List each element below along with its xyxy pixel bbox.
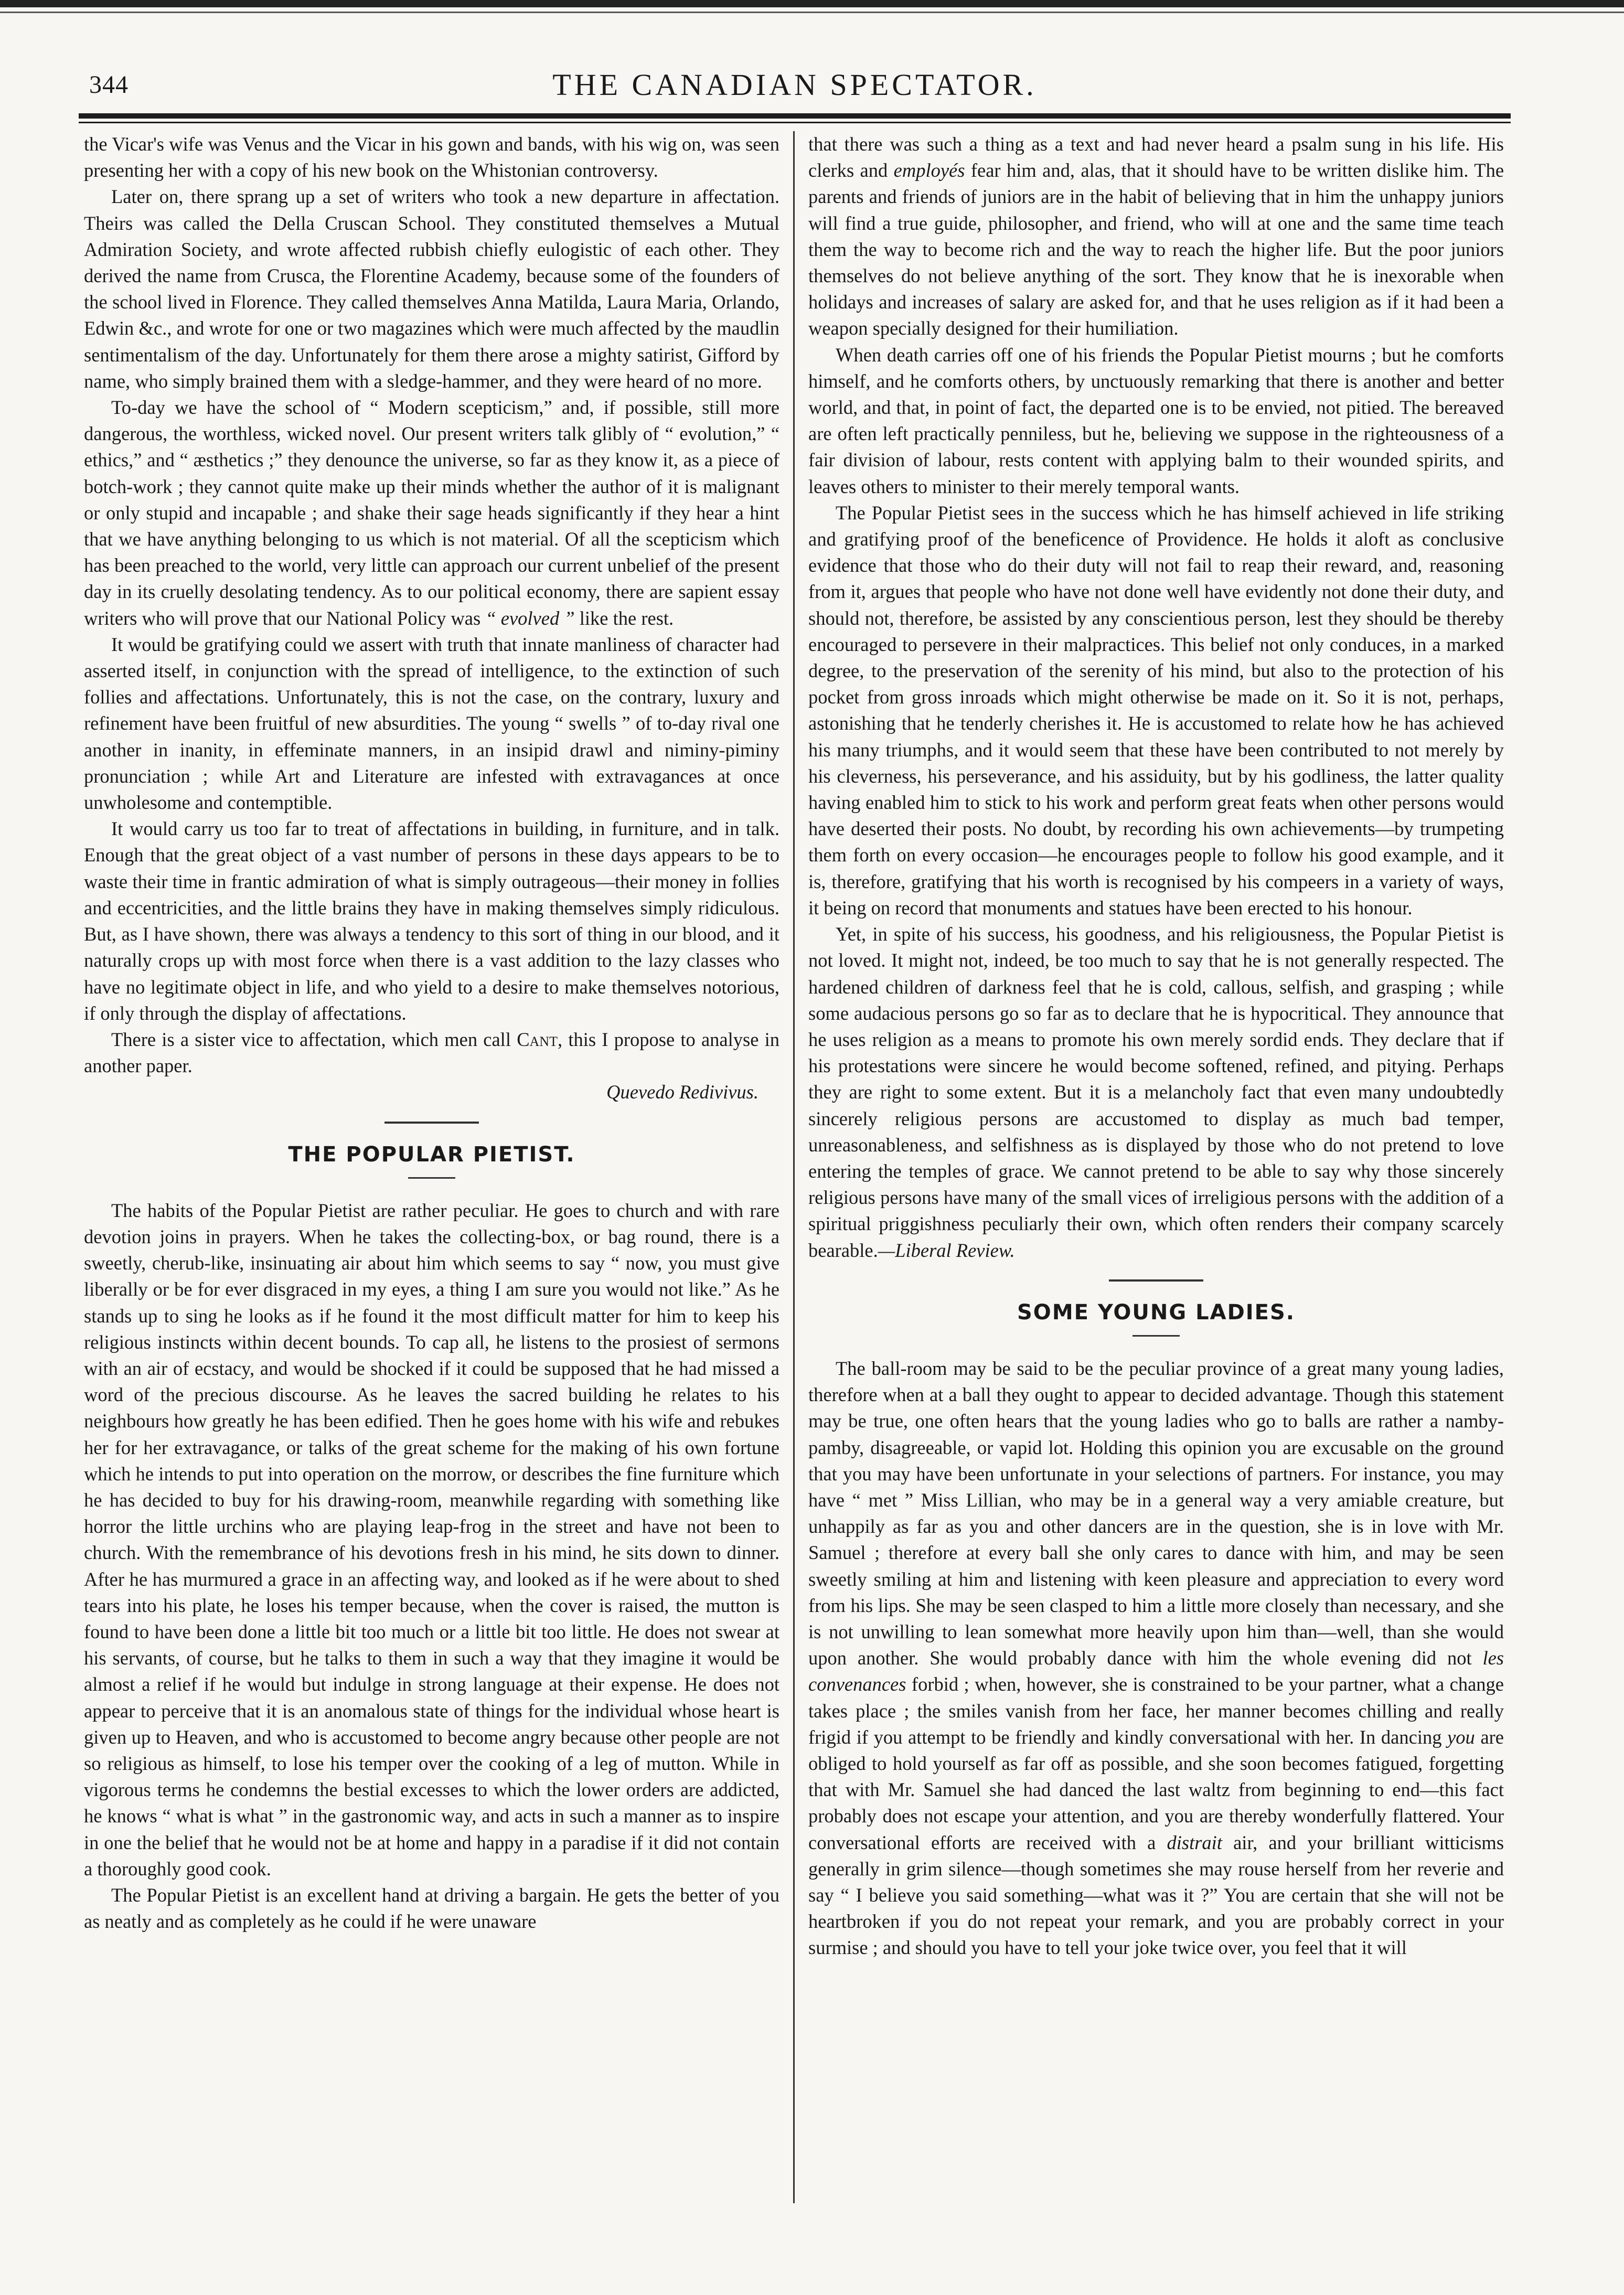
- paragraph: The Popular Pietist is an excellent hand at driving a bargain. He gets the better of you as neatly and as completely as he could if he were unaware: [84, 1884, 779, 1933]
- signature-line: [84, 1079, 779, 1105]
- paragraph: The Popular Pietist sees in the success which he has himself achieved in life striking and gratifying proof of the beneficence of Providence. He holds it aloft as conclusive evidence that those who do their duty will not fail to reap their reward, and, reasoning from it, argues that people who have not done well have evidently not done their duty, and should not, therefore, be assisted by any conscientious person, lest they should be thereby encouraged to persevere in their malpractices. This belief not only conduces, in a marked degree, to the preservation of the serenity of his mind, but also to the protection of his pocket from gross inroads which might otherwise be made on it. So it is not, perhaps, astonishing that he tenderly cherishes it. He is accustomed to relate how he has achieved his many triumphs, and it would seem that these have been contributed to not merely by his cleverness, his perseverance, and his assiduity, but by his godliness, the latter quality having enabled him to stick to his work and perform great feats when other persons would have deserted their posts. No doubt, by recording his own achievements—by trumpeting them forth on every occasion—he encourages people to follow his good example, and it is, therefore, gratifying that his worth is recognised by his compeers in a variety of ways, it being on record that monuments and statues have been erected to his honour.: [808, 501, 1504, 919]
- article-columns: [79, 131, 1511, 2203]
- employes-word: employés: [893, 159, 965, 182]
- right-column: [801, 131, 1509, 2203]
- top-border-rule-thin: [0, 12, 1624, 13]
- distrait-word: distrait: [1167, 1831, 1222, 1853]
- paragraph-text: air, and your brilliant witticisms generally in grim silence—though sometimes she may rouse herself from her reverie and say “ I believe you said something—what was it ?” You are certain that she will not be heartbroken if you do not repeat your remark, and you are probably correct in your surmise ; and should you have to tell your joke twice over, you feel that it will: [808, 1831, 1504, 1959]
- page-number: 344: [89, 71, 129, 99]
- paragraph-text: Yet, in spite of his success, his goodness, and his religiousness, the Popular Pietist is not loved. It might not, indeed, be too much to say that he is not generally respected. The hardened children of darkness feel that he is cold, callous, selfish, and grasping ; while some audacious persons go so far as to declare that he is hypocritical. They announce that he uses religion as a means to promote his own merely sordid ends. They declare that if his protestations were sincere he would become softened, refined, and pitying. Perhaps they are right to some extent. But it is a melancholy fact that even many undoubtedly sincerely religious persons are accustomed to display as much bad temper, unreasonableness, and selfishness as is displayed by those who do not pretend to love entering the temples of grace. We cannot pretend to be able to say why those sincerely religious persons have many of the small vices of irreligious persons with the addition of a spiritual priggishness peculiarly their own, which often renders their company scarcely bearable.: [808, 923, 1504, 1261]
- heading-rule: [1132, 1335, 1180, 1337]
- paragraph: It would carry us too far to treat of affectations in building, in furniture, and in talk. Enough that the great object of a vast number of persons in these days appears to be to waste their time in frantic admiration of what is simply outrageous—their money in follies and eccentricities, and the little brains they have in making themselves simply ridiculous. But, as I have shown, there was always a tendency to this sort of thing in our blood, and it naturally crops up with most force when there is a vast addition to the lazy classes who have no legitimate object in life, and who yield to a desire to make themselves notorious, if only through the display of affectations.: [84, 818, 779, 1024]
- paragraph: When death carries off one of his friends the Popular Pietist mourns ; but he comforts himself, and he comforts others, by unctuously remarking that there is another and better world, and that, in point of fact, the departed one is to be envied, not pitied. The bereaved are often left practically penniless, but he, believing we suppose in the righteousness of a fair division of labour, rests content with applying balm to their wounded spirits, and leaves others to minister to their merely temporal wants.: [808, 344, 1504, 497]
- newspaper-page: [79, 63, 1511, 2240]
- paragraph: [808, 131, 1504, 342]
- paragraph-text: There is a sister vice to affectation, which men call: [111, 1028, 511, 1050]
- column-divider: [793, 131, 795, 2203]
- paragraph-text: fear him and, alas, that it should have to be written dislike him. The parents and friends of juniors are in the habit of believing that in him the unhappy juniors will find a true guide, philosopher, and friend, who will at one and the same time teach them the way to become rich and the way to reach the higher life. But the poor juniors themselves do not believe anything of the sort. They know that he is inexorable when holidays and increases of salary are asked for, and that he uses religion as if it had been a weapon specially designed for their humiliation.: [808, 159, 1504, 339]
- article-heading: SOME YOUNG LADIES.: [1017, 1300, 1295, 1325]
- paragraph-text: that there was such a thing as a text and had never heard a psalm sung in his life. His clerks and: [808, 133, 1504, 182]
- you-word: you: [1447, 1726, 1475, 1748]
- paragraph: [84, 1027, 779, 1079]
- section-divider: [1109, 1279, 1203, 1282]
- masthead-rule-thin: [79, 122, 1511, 123]
- paragraph-text: forbid ; when, however, she is constrained to be your partner, what a change takes place ; the smiles vanish from her face, her manner becomes chilling and really frigid if you attempt to be friendly and kindly conversational with her. In dancing: [808, 1673, 1504, 1748]
- author-signature: Quevedo Redivivus.: [606, 1081, 758, 1103]
- paragraph: the Vicar's wife was Venus and the Vicar in his gown and bands, with his wig on, was seen presenting her with a copy of his new book on the Whistonian controversy.: [84, 133, 779, 182]
- paragraph-text: are obliged to hold yourself as far off as possible, and she soon becomes fatigued, forgetting that with Mr. Samuel she had danced the last waltz from beginning to end—this fact probably does not escape your attention, and you are thereby wonderfully flattered. Your conversational efforts are received with a: [808, 1726, 1504, 1853]
- paragraph-text: this I propose to analyse in another paper.: [84, 1028, 780, 1077]
- paragraph: Later on, there sprang up a set of writers who took a new departure in affectation. Theirs was called the Della Cruscan School. They constituted themselves a Mutual Admiration Society, and wrote affected rubbish chiefly eulogistic of each other. They derived the name from Crusca, the Florentine Academy, because some of the founders of the school lived in Florence. They called themselves Anna Matilda, Laura Maria, Orlando, Edwin &c., and wrote for one or two magazines which were much affected by the maudlin sentimentalism of the day. Unfortunately for them there arose a mighty satirist, Gifford by name, who simply brained them with a sledge-hammer, and they were heard of no more.: [84, 186, 779, 392]
- paragraph: [808, 921, 1504, 1264]
- paragraph-text: The ball-room may be said to be the peculiar province of a great many young ladies, therefore when at a ball they ought to appear to decided advantage. Though this statement may be true, one often hears that the young ladies who go to balls are rather a namby-pamby, disagreeable, or vapid lot. Holding this opinion you are excusable on the ground that you may have been unfortunate in your selections of partners. For instance, you may have “ met ” Miss Lillian, who may be in a general way a very amiable creature, but unhappily as far as you and other dancers are in the question, she is in love with Mr. Samuel ; therefore at every ball she only cares to dance with him, and may be seen sweetly smiling at him and listening with keen pleasure and appreciation to every word from his lips. She may be seen clasped to him a little more closely than necessary, and she is not unwilling to lean somewhat more heavily upon him than—well, than she would upon another. She would probably dance with him the whole evening did not: [808, 1357, 1504, 1669]
- journal-title: THE CANADIAN SPECTATOR.: [552, 68, 1037, 102]
- paragraph: [808, 1355, 1504, 1961]
- masthead: [79, 63, 1511, 110]
- top-border-rule: [0, 0, 1624, 7]
- source-credit: —Liberal Review.: [878, 1239, 1015, 1261]
- cant-word: Cant,: [517, 1028, 563, 1050]
- paragraph: The habits of the Popular Pietist are rather peculiar. He goes to church and with rare devotion joins in prayers. When he takes the collecting-box, or bag round, there is a sweetly, cherub-like, insinuating air about him which seems to say “ now, you must give liberally or be for ever disgraced in my eyes, a thing I am sure you would not like.” As he stands up to sing he looks as if he found it the most difficult matter for him to keep his religious instincts within decent bounds. To cap all, he listens to the prosiest of sermons with an air of ecstacy, and would be shocked if it could be supposed that he had missed a word of the precious discourse. As he leaves the sacred building he relates to his neighbours how greatly he has been edified. Then he goes home with his wife and rebukes her for her extravagance, or talks of the great scheme for the making of his own fortune which he intends to put into operation on the morrow, or describes the fine furniture which he has decided to buy for his drawing-room, meanwhile regarding with something like horror the little urchins who are playing leap-frog in the street and have not been to church. With the remembrance of his devotions fresh in his mind, he sits down to dinner. After he has murmured a grace in an affecting way, and looked as if he were about to shed tears into his plate, he loses his temper because, when the cover is raised, the mutton is found to have been done a little bit too much or a little bit too little. He does not swear at his servants, of course, but he talks to them in such a way that they imagine it would be almost a relief if he would but indulge in strong language at their expense. He does not appear to perceive that it is an anomalous state of things for the individual whose heart is given up to Heaven, and who is accustomed to become angry because other people are not so religious as himself, to lose his temper over the cooking of a leg of mutton. While in vigorous terms he condemns the bestial excesses to which the lower orders are addicted, he knows “ what is what ” in the gastronomic way, and acts in such a manner as to inspire in one the belief that he would not be at home and happy in a paradise if it did not contain a thoroughly good cook.: [84, 1199, 779, 1880]
- article-heading: THE POPULAR PIETIST.: [288, 1142, 575, 1167]
- evolved-word: “ evolved ”: [485, 607, 575, 629]
- paragraph-text: like the rest.: [579, 607, 674, 629]
- heading-rule: [408, 1177, 455, 1179]
- les-convenances-phrase: les convenances: [808, 1647, 1504, 1695]
- section-divider: [384, 1122, 479, 1124]
- masthead-rule-thick: [79, 113, 1511, 119]
- paragraph-text: To-day we have the school of “ Modern scepticism,” and, if possible, still more dangerous, the worthless, wicked novel. Our present writers talk glibly of “ evolution,” “ ethics,” and “ æsthetics ;” they denounce the universe, so far as they know it, as a piece of botch-work ; they cannot quite make up their minds whether the author of it is malignant or only stupid and incapable ; and shake their sage heads significantly if they hear a hint that we have anything belonging to us which is not material. Of all the scepticism which has been preached to the world, very little can approach our current unbelief of the present day in its cruelly desolating tendency. As to our political economy, there are sapient essay writers who will prove that our National Policy was: [84, 397, 779, 629]
- left-column: [79, 131, 787, 2203]
- paragraph: It would be gratifying could we assert with truth that innate manliness of character had asserted itself, in conjunction with the spread of intelligence, to the extinction of such follies and affectations. Unfortunately, this is not the case, on the contrary, luxury and refinement have been fruitful of new absurdities. The young “ swells ” of to-day rival one another in inanity, in effeminate manners, in an insipid drawl and niminy-piminy pronunciation ; while Art and Literature are infested with extravagances at once unwholesome and contemptible.: [84, 633, 779, 814]
- paragraph: [84, 394, 779, 632]
